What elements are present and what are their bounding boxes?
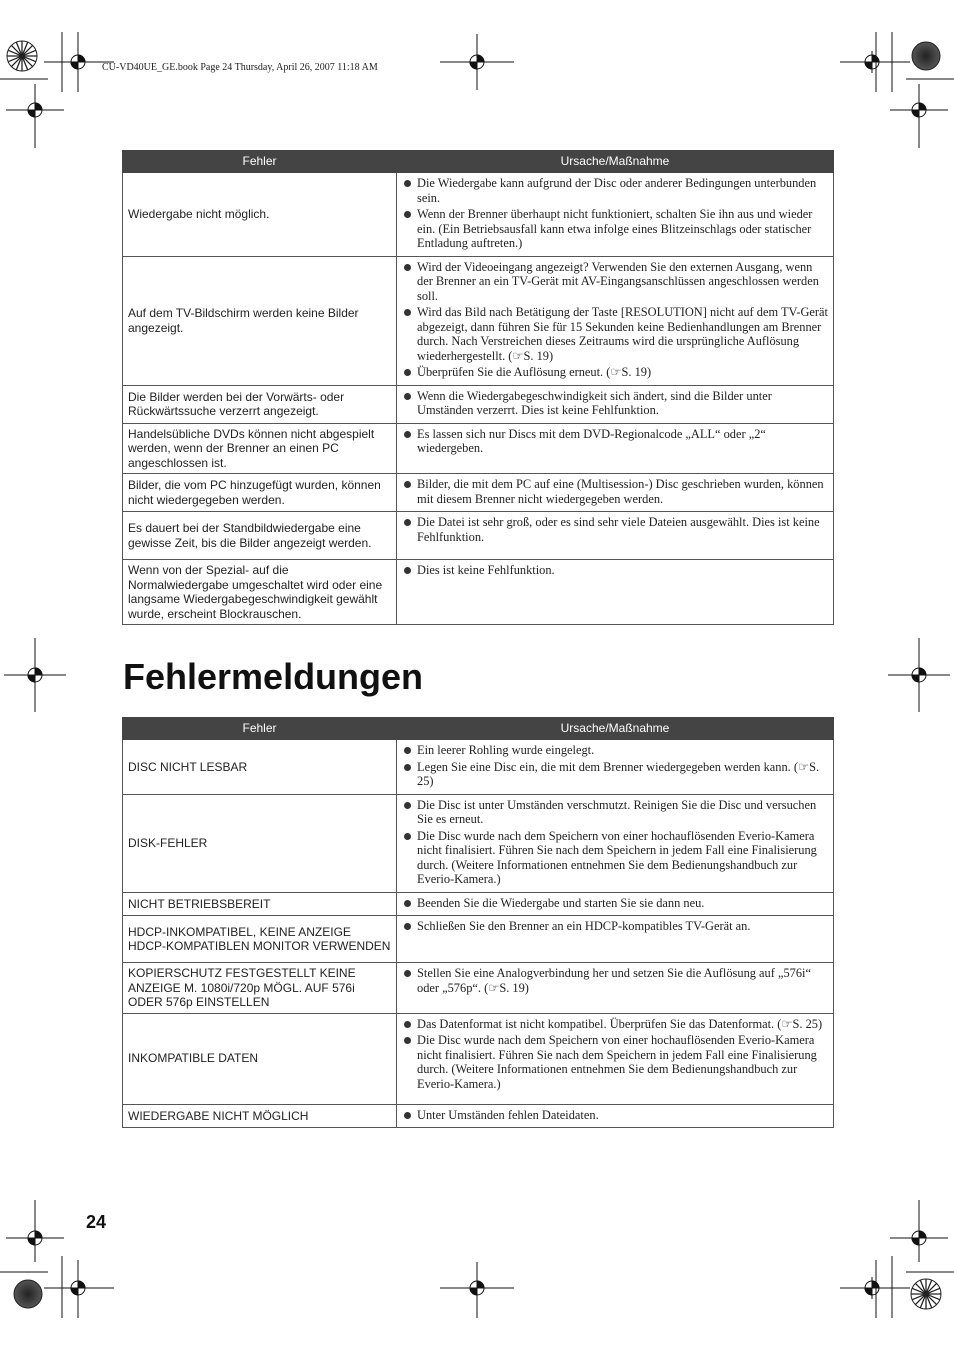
table-row <box>123 916 834 963</box>
cause-cell <box>397 560 834 625</box>
cause-text: Die Disc wurde nach dem Speichern von einer hochauflösenden Everio-Kamera nicht finalisiert. Führen Sie nach dem Speichern in jedem Fall eine Finalisierung durch. (Weitere Informationen entnehmen Sie dem Bedienungshandbuch zur Everio-Kamera.) <box>417 1033 817 1091</box>
error-cell: Handelsübliche DVDs können nicht abgespielt werden, wenn der Brenner an einen PC angeschlossen ist. <box>123 423 397 474</box>
cause-list-item <box>403 919 829 934</box>
cause-cell <box>397 173 834 257</box>
cause-list <box>403 176 829 251</box>
cause-text: Dies ist keine Fehlfunktion. <box>417 563 555 577</box>
table-row <box>123 512 834 560</box>
cause-cell <box>397 916 834 963</box>
cause-list-item <box>403 1017 829 1032</box>
error-cell: WIEDERGABE NICHT MÖGLICH <box>123 1104 397 1128</box>
table-row <box>123 474 834 512</box>
table-row <box>123 385 834 423</box>
cause-text: Beenden Sie die Wiedergabe und starten Sie sie dann neu. <box>417 895 705 910</box>
table-row <box>123 1104 834 1128</box>
cause-cell <box>397 385 834 423</box>
bullet-icon <box>404 519 411 526</box>
cause-text: Es lassen sich nur Discs mit dem DVD-Regionalcode „ALL“ oder „2“ wiedergeben. <box>417 426 766 455</box>
cause-list-item <box>403 260 829 304</box>
cause-list-item <box>403 305 829 363</box>
cause-cell <box>397 512 834 560</box>
bullet-icon <box>404 431 411 438</box>
table-row <box>123 794 834 892</box>
error-cell: Es dauert bei der Standbildwiedergabe eine gewisse Zeit, bis die Bilder angezeigt werden. <box>123 512 397 560</box>
cause-text: Wird das Bild nach Betätigung der Taste [RESOLUTION] nicht auf dem TV-Gerät abgezeigt, dann führen Sie für 15 Sekunden keine Bedienhandlungen am Brenner durch. Nach Verstreichen dieses Zeitraums wird die ursprüngliche Auflösung wiederhergestellt. (☞S. 19) <box>417 305 828 363</box>
cause-list <box>403 1017 829 1092</box>
error-cell: NICHT BETRIEBSBEREIT <box>123 892 397 916</box>
table-row <box>123 560 834 625</box>
column-header-cause: Ursache/Maßnahme <box>397 151 834 173</box>
cause-text: Wenn die Wiedergabegeschwindigkeit sich ändert, sind die Bilder unter Umständen verzerrt. Dies ist keine Fehlfunktion. <box>417 388 772 417</box>
section-title: Fehlermeldungen <box>123 656 424 697</box>
cause-text: Das Datenformat ist nicht kompatibel. Überprüfen Sie das Datenformat. (☞S. 25) <box>417 1016 823 1031</box>
bullet-icon <box>404 1112 411 1119</box>
cause-list-item <box>403 896 829 911</box>
bullet-icon <box>404 923 411 930</box>
bullet-icon <box>404 309 411 316</box>
table-row <box>123 256 834 385</box>
cause-list <box>403 798 829 887</box>
cause-list-item <box>403 427 829 456</box>
error-cell: Wiedergabe nicht möglich. <box>123 173 397 257</box>
cause-cell <box>397 1104 834 1128</box>
cause-list <box>403 389 829 418</box>
cause-cell <box>397 892 834 916</box>
error-cell: Auf dem TV-Bildschirm werden keine Bilder angezeigt. <box>123 256 397 385</box>
cause-text: Schließen Sie den Brenner an ein HDCP-kompatibles TV-Gerät an. <box>417 919 751 933</box>
cause-text: Stellen Sie eine Analogverbindung her und setzen Sie die Auflösung auf „576i“ oder „576p“. (☞S. 19) <box>417 966 812 995</box>
cause-text: Die Wiedergabe kann aufgrund der Disc oder anderer Bedingungen unterbunden sein. <box>417 176 817 205</box>
error-messages-table <box>122 717 834 1128</box>
cause-cell <box>397 474 834 512</box>
error-cell: Wenn von der Spezial- auf die Normalwiedergabe umgeschaltet wird oder eine langsame Wiedergabegeschwindigkeit gewählt wurde, erscheint Blockrauschen. <box>123 560 397 625</box>
cause-list-item <box>403 563 829 578</box>
cause-list <box>403 966 829 995</box>
cause-list <box>403 477 829 506</box>
cause-text: Bilder, die mit dem PC auf eine (Multisession-) Disc geschrieben wurden, können mit diesem Brenner nicht wiedergegeben werden. <box>417 477 824 506</box>
cause-list <box>403 427 829 456</box>
cause-list-item <box>403 829 829 887</box>
error-cell: Die Bilder werden bei der Vorwärts- oder Rückwärtssuche verzerrt angezeigt. <box>123 385 397 423</box>
cause-text: Die Disc ist unter Umständen verschmutzt. Reinigen Sie die Disc und versuchen Sie es erneut. <box>417 797 817 826</box>
cause-list-item <box>403 743 829 758</box>
cause-text: Wenn der Brenner überhaupt nicht funktioniert, schalten Sie ihn aus und wieder ein. (Ein Betriebsausfall kann etwa infolge eines Blitzeinschlags oder statischer Entladung auftreten.) <box>417 207 813 250</box>
cause-list-item <box>403 389 829 418</box>
troubleshooting-table <box>122 150 834 625</box>
column-header-cause: Ursache/Maßnahme <box>397 718 834 740</box>
table-row <box>123 740 834 795</box>
cause-list-item <box>403 207 829 251</box>
cause-list-item <box>403 515 829 544</box>
bullet-icon <box>404 393 411 400</box>
cause-list <box>403 743 829 789</box>
error-cell: DISK-FEHLER <box>123 794 397 892</box>
bullet-icon <box>404 1037 411 1044</box>
bullet-icon <box>404 900 411 907</box>
cause-text: Die Disc wurde nach dem Speichern von einer hochauflösenden Everio-Kamera nicht finalisiert. Führen Sie nach dem Speichern in jedem Fall eine Finalisierung durch. (Weitere Informationen entnehmen Sie dem Bedienungshandbuch zur Everio-Kamera.) <box>417 828 817 886</box>
cause-cell <box>397 423 834 474</box>
cause-list <box>403 515 829 544</box>
bullet-icon <box>404 1021 411 1028</box>
page-number: 24 <box>86 1212 107 1232</box>
cause-text: Ein leerer Rohling wurde eingelegt. <box>417 743 595 757</box>
cause-cell <box>397 1013 834 1104</box>
error-cell: DISC NICHT LESBAR <box>123 740 397 795</box>
cause-cell <box>397 740 834 795</box>
cause-list-item <box>403 365 829 380</box>
bullet-icon <box>404 747 411 754</box>
table-row <box>123 963 834 1014</box>
bullet-icon <box>404 567 411 574</box>
table-row <box>123 423 834 474</box>
cause-list-item <box>403 966 829 995</box>
cause-text: Unter Umständen fehlen Dateidaten. <box>417 1107 599 1122</box>
bullet-icon <box>404 369 411 376</box>
cause-list-item <box>403 477 829 506</box>
bullet-icon <box>404 180 411 187</box>
error-cell: INKOMPATIBLE DATEN <box>123 1013 397 1104</box>
table-row <box>123 1013 834 1104</box>
cause-list <box>403 563 829 578</box>
cause-list <box>403 1108 829 1123</box>
cause-cell <box>397 794 834 892</box>
cause-list-item <box>403 1108 829 1123</box>
error-cell: Bilder, die vom PC hinzugefügt wurden, können nicht wiedergegeben werden. <box>123 474 397 512</box>
cause-cell <box>397 963 834 1014</box>
cause-list <box>403 919 829 934</box>
cause-list-item <box>403 798 829 827</box>
error-cell: HDCP-INKOMPATIBEL, KEINE ANZEIGE HDCP-KOMPATIBLEN MONITOR VERWENDEN <box>123 916 397 963</box>
cause-list <box>403 896 829 911</box>
error-cell: KOPIERSCHUTZ FESTGESTELLT KEINE ANZEIGE M. 1080i/720p MÖGL. AUF 576i ODER 576p EINSTELLEN <box>123 963 397 1014</box>
bullet-icon <box>404 264 411 271</box>
cause-list <box>403 260 829 380</box>
cause-list-item <box>403 176 829 205</box>
bullet-icon <box>404 970 411 977</box>
bullet-icon <box>404 764 411 771</box>
column-header-error: Fehler <box>123 151 397 173</box>
bullet-icon <box>404 211 411 218</box>
cause-cell <box>397 256 834 385</box>
print-header: CU-VD40UE_GE.book Page 24 Thursday, April 26, 2007 11:18 AM <box>102 62 378 73</box>
bullet-icon <box>404 833 411 840</box>
bullet-icon <box>404 802 411 809</box>
cause-list-item <box>403 760 829 789</box>
cause-text: Wird der Videoeingang angezeigt? Verwenden Sie den externen Ausgang, wenn der Brenner an ein TV-Gerät mit AV-Eingangsanschlüssen angeschlossen werden soll. <box>417 259 819 303</box>
cause-text: Überprüfen Sie die Auflösung erneut. (☞S. 19) <box>417 365 652 379</box>
column-header-error: Fehler <box>123 718 397 740</box>
cause-text: Die Datei ist sehr groß, oder es sind sehr viele Dateien ausgewählt. Dies ist keine Fehlfunktion. <box>417 515 820 544</box>
table-row <box>123 892 834 916</box>
table-row <box>123 173 834 257</box>
cause-list-item <box>403 1033 829 1091</box>
cause-text: Legen Sie eine Disc ein, die mit dem Brenner wiedergegeben werden kann. (☞S. 25) <box>417 759 820 788</box>
bullet-icon <box>404 481 411 488</box>
